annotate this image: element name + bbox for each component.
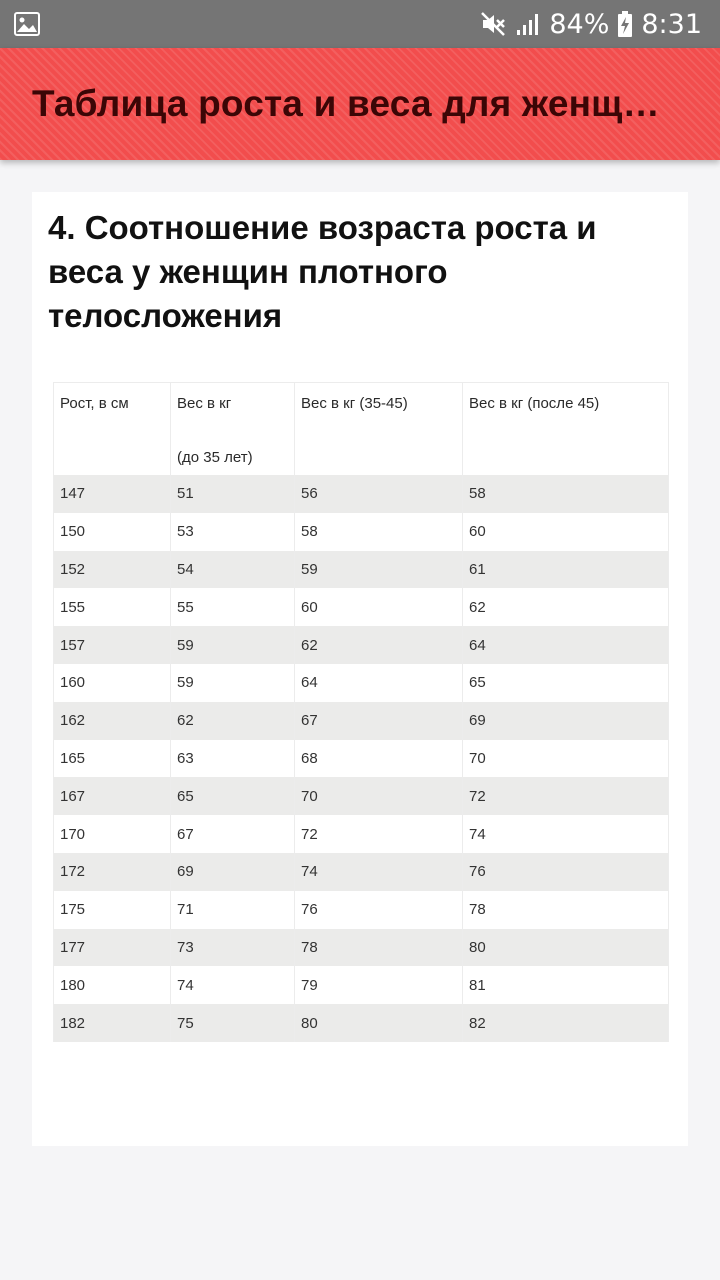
cell-height: 177 [54,929,171,967]
mute-icon [479,10,507,38]
cell-weight-35-45: 74 [295,853,463,891]
cell-weight-35-45: 56 [295,475,463,513]
cell-weight-after-45: 81 [463,966,669,1004]
table-row [54,966,669,1004]
table-row [54,588,669,626]
table-row [54,702,669,740]
table-row [54,929,669,967]
app-bar [0,48,720,160]
cell-weight-after-45: 82 [463,1004,669,1042]
cell-height: 170 [54,815,171,853]
cell-height: 182 [54,1004,171,1042]
header-weight-35-45: Вес в кг (35-45) [295,383,463,476]
signal-icon [515,11,541,37]
table-row [54,815,669,853]
cell-weight-35-45: 59 [295,551,463,589]
content-card [32,192,688,1146]
cell-weight-under-35: 53 [171,513,295,551]
cell-weight-after-45: 61 [463,551,669,589]
cell-weight-35-45: 76 [295,891,463,929]
cell-weight-after-45: 69 [463,702,669,740]
table-row [54,777,669,815]
cell-height: 152 [54,551,171,589]
cell-weight-after-45: 60 [463,513,669,551]
cell-weight-after-45: 72 [463,777,669,815]
cell-weight-35-45: 67 [295,702,463,740]
cell-weight-after-45: 58 [463,475,669,513]
height-weight-table [53,382,669,1042]
table-row [54,1004,669,1042]
cell-weight-after-45: 64 [463,626,669,664]
cell-weight-35-45: 62 [295,626,463,664]
cell-weight-under-35: 69 [171,853,295,891]
status-bar [0,0,720,48]
image-icon [14,12,40,36]
cell-weight-after-45: 74 [463,815,669,853]
cell-height: 157 [54,626,171,664]
cell-height: 167 [54,777,171,815]
cell-weight-under-35: 74 [171,966,295,1004]
clock: 8:31 [641,8,702,40]
cell-weight-35-45: 60 [295,588,463,626]
cell-weight-35-45: 78 [295,929,463,967]
cell-weight-under-35: 71 [171,891,295,929]
cell-weight-under-35: 59 [171,626,295,664]
cell-weight-after-45: 80 [463,929,669,967]
cell-height: 175 [54,891,171,929]
table-row [54,475,669,513]
cell-weight-under-35: 67 [171,815,295,853]
cell-weight-under-35: 65 [171,777,295,815]
cell-weight-35-45: 68 [295,740,463,778]
cell-weight-under-35: 73 [171,929,295,967]
cell-weight-after-45: 76 [463,853,669,891]
cell-height: 180 [54,966,171,1004]
cell-height: 155 [54,588,171,626]
table-row [54,626,669,664]
cell-weight-35-45: 80 [295,1004,463,1042]
table-header-row [54,383,669,476]
cell-weight-under-35: 54 [171,551,295,589]
status-icons [479,0,702,48]
section-title: 4. Соотношение возраста роста и веса у женщин плотного телосложения [48,209,597,334]
table-row [54,551,669,589]
cell-weight-35-45: 64 [295,664,463,702]
cell-weight-35-45: 70 [295,777,463,815]
cell-weight-after-45: 70 [463,740,669,778]
cell-weight-35-45: 58 [295,513,463,551]
header-weight-under-35-line1: Вес в кг [177,395,232,412]
table-body [54,475,669,1042]
app-title: Таблица роста и веса для женщ… [32,83,660,124]
cell-height: 172 [54,853,171,891]
cell-weight-under-35: 63 [171,740,295,778]
table-row [54,853,669,891]
cell-weight-under-35: 59 [171,664,295,702]
cell-weight-after-45: 78 [463,891,669,929]
cell-weight-after-45: 65 [463,664,669,702]
battery-percent: 84% [549,8,610,40]
cell-weight-35-45: 79 [295,966,463,1004]
table-row [54,664,669,702]
battery-charging-icon [617,10,633,38]
header-weight-under-35 [171,383,295,476]
cell-weight-under-35: 62 [171,702,295,740]
cell-height: 150 [54,513,171,551]
cell-weight-35-45: 72 [295,815,463,853]
table-row [54,891,669,929]
cell-weight-under-35: 75 [171,1004,295,1042]
table-row [54,513,669,551]
table-row [54,740,669,778]
cell-height: 160 [54,664,171,702]
cell-height: 162 [54,702,171,740]
cell-height: 147 [54,475,171,513]
cell-weight-after-45: 62 [463,588,669,626]
cell-weight-under-35: 55 [171,588,295,626]
cell-weight-under-35: 51 [171,475,295,513]
header-weight-after-45: Вес в кг (после 45) [463,383,669,476]
header-height: Рост, в см [54,383,171,476]
header-weight-under-35-line2: (до 35 лет) [177,449,253,466]
cell-height: 165 [54,740,171,778]
